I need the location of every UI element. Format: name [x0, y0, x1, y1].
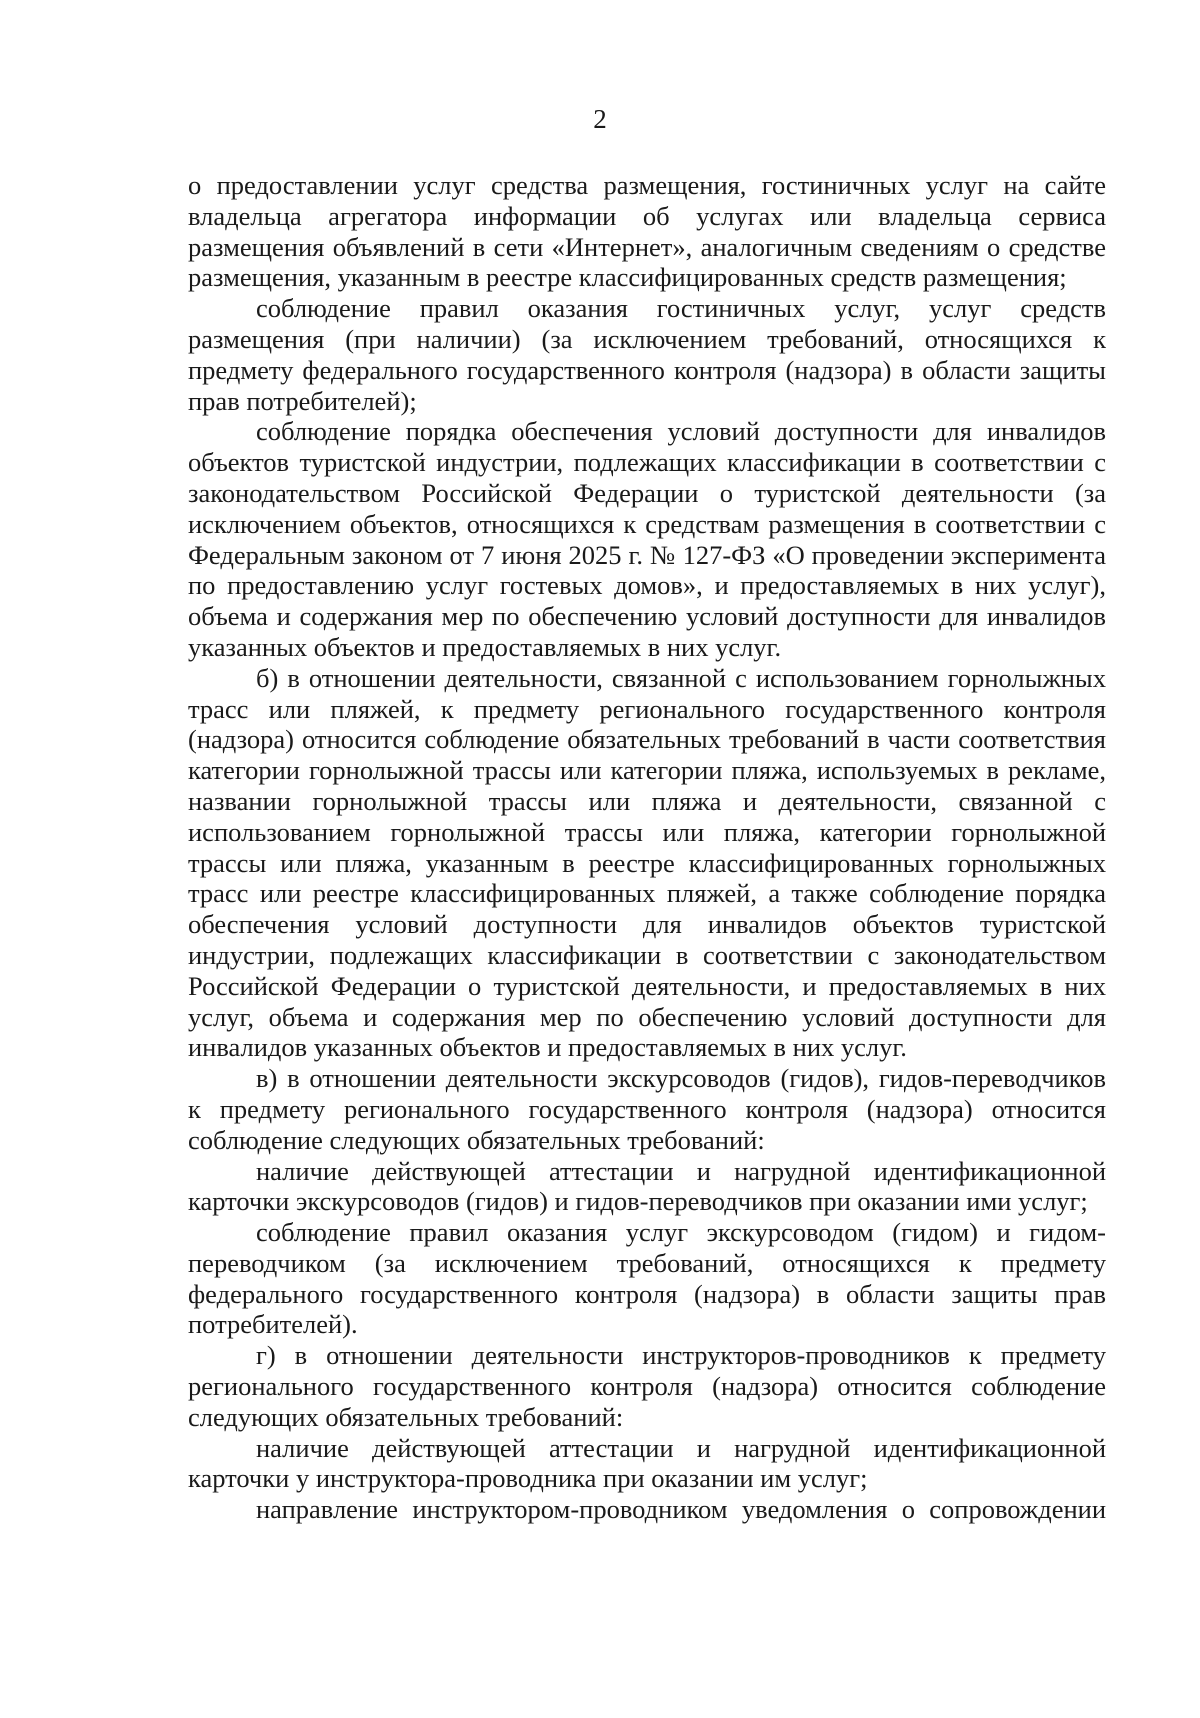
page-number: 2 [593, 104, 607, 134]
paragraph: б) в отношении деятельности, связанной с использованием горнолыжных трасс или пляжей, к предмету регионального государственного контроля (надзора) относится соблюдение обязательных требований в части соответствия категории горнолыжной трассы или категории пляжа, используемых в рекламе, названии горнолыжной трассы или пляжа и деятельности, связанной с использованием горнолыжной трассы или пляжа, категории горнолыжной трассы или пляжа, указанным в реестре классифицированных горнолыжных трасс или реестре классифицированных пляжей, а также соблюдение порядка обеспечения условий доступности для инвалидов объектов туристской индустрии, подлежащих классификации в соответствии с законодательством Российской Федерации о туристской деятельности, и предоставляемых в них услуг, объема и содержания мер по обеспечению условий доступности для инвалидов указанных объектов и предоставляемых в них услуг. [188, 662, 1106, 1063]
document-body [188, 170, 1106, 1525]
paragraph: соблюдение правил оказания гостиничных услуг, услуг средств размещения (при наличии) (за исключением требований, относящихся к предмету федерального государственного контроля (надзора) в области защиты прав потребителей); [188, 293, 1106, 416]
paragraph: г) в отношении деятельности инструкторов-проводников к предмету регионального государственного контроля (надзора) относится соблюдение следующих обязательных требований: [188, 1340, 1106, 1432]
paragraph: соблюдение правил оказания услуг экскурсоводом (гидом) и гидом-переводчиком (за исключением требований, относящихся к предмету федерального государственного контроля (надзора) в области защиты прав потребителей). [188, 1217, 1106, 1340]
paragraph: соблюдение порядка обеспечения условий доступности для инвалидов объектов туристской индустрии, подлежащих классификации в соответствии с законодательством Российской Федерации о туристской деятельности (за исключением объектов, относящихся к средствам размещения в соответствии с Федеральным законом от 7 июня 2025 г. № 127-ФЗ «О проведении эксперимента по предоставлению услуг гостевых домов», и предоставляемых в них услуг), объема и содержания мер по обеспечению условий доступности для инвалидов указанных объектов и предоставляемых в них услуг. [188, 416, 1106, 662]
paragraph: наличие действующей аттестации и нагрудной идентификационной карточки у инструктора-проводника при оказании им услуг; [188, 1432, 1106, 1494]
paragraph: о предоставлении услуг средства размещения, гостиничных услуг на сайте владельца агрегатора информации об услугах или владельца сервиса размещения объявлений в сети «Интернет», аналогичным сведениям о средстве размещения, указанным в реестре классифицированных средств размещения; [188, 170, 1106, 293]
paragraph: наличие действующей аттестации и нагрудной идентификационной карточки экскурсоводов (гидов) и гидов-переводчиков при оказании ими услуг; [188, 1155, 1106, 1217]
paragraph: направление инструктором-проводником уведомления о сопровождении [256, 1494, 1106, 1525]
paragraph: в) в отношении деятельности экскурсоводов (гидов), гидов-переводчиков к предмету регионального государственного контроля (надзора) относится соблюдение следующих обязательных требований: [188, 1063, 1106, 1155]
